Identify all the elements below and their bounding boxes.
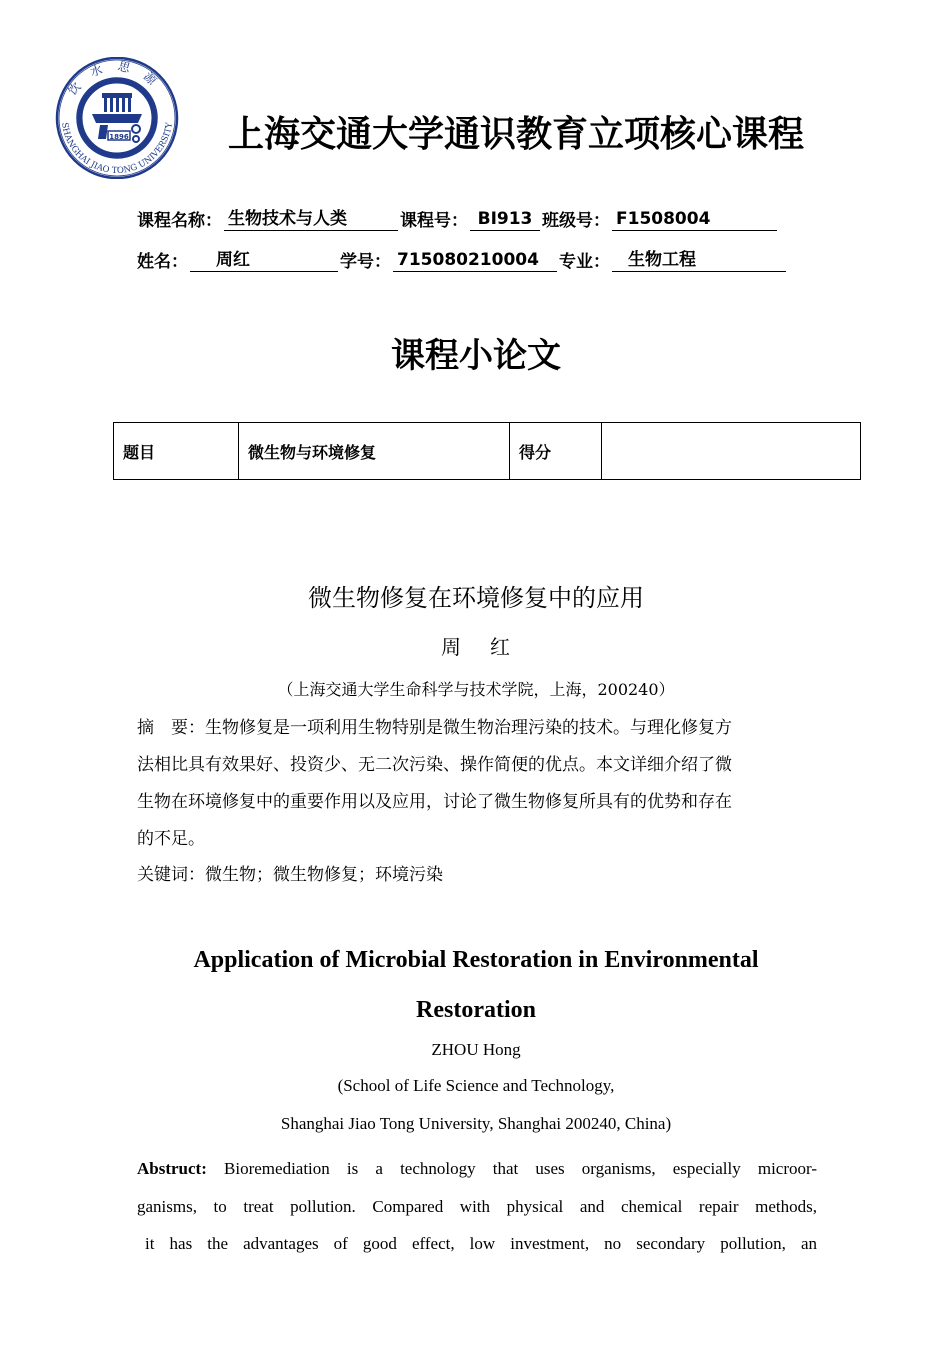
name-label: 姓名：	[137, 252, 188, 272]
major-value: 生物工程	[612, 245, 786, 272]
abstract-en-line: it has the advantages of good effect, low investment, no secondary pollution, an	[145, 1234, 817, 1253]
abstract-en	[137, 1150, 817, 1263]
topic-value-cell: 微生物与环境修复	[239, 423, 510, 479]
affiliation-en-line-1: (School of Life Science and Technology,	[337, 1076, 615, 1095]
abstract-en-label: Abstruct:	[137, 1159, 207, 1178]
svg-text:SHANGHAI JIAO TONG UNIVERSITY: SHANGHAI JIAO TONG UNIVERSITY	[59, 121, 175, 177]
paper-title-en: Application of Microbial Restoration in Environmental Restoration	[193, 947, 759, 1023]
university-logo	[48, 57, 186, 179]
course-no-label: 课程号：	[400, 211, 468, 231]
university-title: 上海交通大学通识教育立项核心课程	[228, 114, 805, 155]
author-en: ZHOU Hong	[431, 1040, 521, 1059]
abstract-cn-line: 摘 要：生物修复是一项利用生物特别是微生物治理污染的技术。与理化修复方	[137, 718, 732, 738]
course-name-value: 生物技术与人类	[224, 204, 398, 231]
document-type-heading: 课程小论文	[391, 336, 561, 376]
class-no-value: F1508004	[612, 209, 777, 231]
student-id-value: 715080210004	[393, 250, 557, 272]
author-cn-given: 红	[490, 635, 511, 659]
major-label: 专业：	[559, 252, 610, 272]
class-no-label: 班级号：	[542, 211, 610, 231]
author-cn-surname: 周	[441, 635, 462, 659]
student-info-row	[137, 245, 788, 272]
keywords-cn	[137, 860, 443, 885]
abstract-cn-label: 摘 要：	[137, 718, 205, 738]
name-value: 周红	[190, 245, 338, 272]
score-value-cell	[602, 423, 860, 479]
score-label-cell: 得分	[510, 423, 602, 479]
course-no-value: BI913	[470, 209, 540, 231]
keywords-cn-value: 微生物；微生物修复；环境污染	[205, 865, 443, 885]
keywords-cn-label: 关键词：	[137, 865, 205, 885]
topic-label-cell: 题目	[114, 423, 239, 479]
svg-text:1896: 1896	[109, 133, 129, 141]
svg-text:饮水思源: 饮水思源	[65, 58, 169, 98]
topic-score-table	[113, 422, 861, 480]
abstract-cn-line: 的不足。	[137, 829, 205, 849]
paper-title-cn: 微生物修复在环境修复中的应用	[308, 584, 644, 612]
sjtu-seal-icon	[48, 57, 186, 179]
affiliation-en-line-2: Shanghai Jiao Tong University, Shanghai 200240, China)	[280, 1114, 672, 1133]
abstract-en-line: Abstruct: Bioremediation is a technology that uses organisms, especially microor-	[137, 1159, 817, 1178]
abstract-cn	[137, 710, 817, 858]
abstract-en-line: ganisms, to treat pollution. Compared with physical and chemical repair methods,	[137, 1196, 817, 1216]
course-name-label: 课程名称：	[137, 211, 222, 231]
author-cn	[0, 631, 952, 660]
abstract-cn-line: 生物在环境修复中的重要作用以及应用，讨论了微生物修复所具有的优势和存在	[137, 792, 732, 812]
affiliation-cn: （上海交通大学生命科学与技术学院，上海，200240）	[277, 680, 675, 699]
course-info-row	[137, 204, 779, 231]
student-id-label: 学号：	[340, 252, 391, 272]
abstract-cn-line: 法相比具有效果好、投资少、无二次污染、操作简便的优点。本文详细介绍了微	[137, 755, 732, 775]
